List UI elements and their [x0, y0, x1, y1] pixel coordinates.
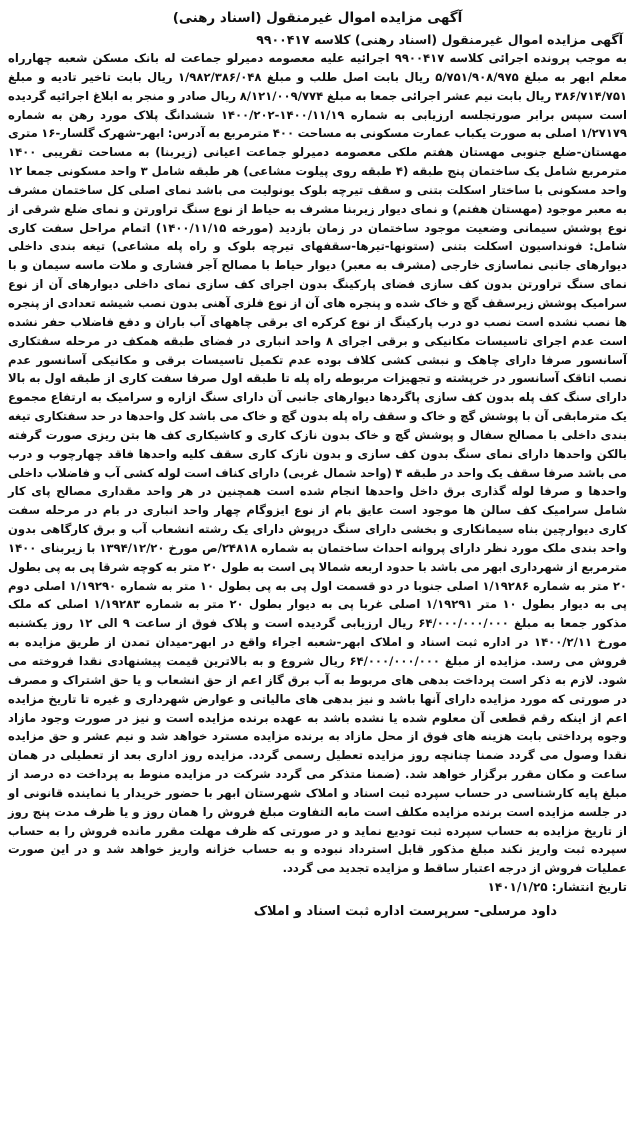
notice-title: آگهی مزایده اموال غیرمنقول (اسناد رهنی)	[172, 10, 463, 26]
signature: داود مرسلی- سرپرست اداره ثبت اسناد و املاک	[253, 904, 557, 920]
publish-date: تاریخ انتشار: ۱۴۰۱/۱/۲۵	[487, 880, 627, 895]
notice-subtitle: آگهی مزایده اموال غیرمنقول (اسناد رهنی) کلاسه ۹۹۰۰۴۱۷	[256, 32, 623, 47]
notice-body: به موجب پرونده اجرائی کلاسه ۹۹۰۰۴۱۷ اجرائیه علیه معصومه دمیرلو جماعت له بانک مسکن شعبه چهارراه معلم ابهر به مبلغ ۵/۷۵۱/۹۰۸/۹۷۵ ریال بابت اصل طلب و مبلغ ۱/۹۸۲/۳۸۶/۰۴۸ ریال بابت تاخیر تادیه و مبلغ ۳۸۶/۷۱۴/۷۵۱ ریال بابت نیم عشر اجرائی جمعا به مبلغ ۸/۱۲۱/۰۰۹/۷۷۴ ریال صادر و منجر به ابلاغ اجرائیه گردیده است سپس برابر صورتجلسه ارزیابی به شماره ۱۴۰۰/۱۱/۱۹-۱۴۰۰/۲۰۲ ششدانگ پلاک مورد رهن به شماره ۱/۲۷۱۷۹ اصلی به صورت یکباب عمارت مسکونی به مساحت ۴۰۰ مترمربع به آدرس: ابهر-شهرک گلسار-۱۶ متری مهستان-ضلع جنوبی مهستان هفتم ملکی معصومه دمیرلو جماعت اعیانی (زیربنا) به مساحت تقریبی ۱۴۰۰ مترمربع شامل یک ساختمان پنج طبقه (۴ طبقه روی پیلوت مشاعی) هر طبقه شامل ۳ واحد مسکونی جمعا ۱۲ واحد مسکونی با ساختار اسکلت بتنی و سقف تیرچه بلوک یونولیت می باشد نمای اصلی کل ساختمان مشرف به معبر موجود (مهستان هفتم) و نمای دیوار زیربنا مشرف به حیاط از نوع سنگ تراورتن و نمای ضلع شرقی از نوع پوشش سیمانی وضعیت موجود ساختمان در زمان بازدید (مورخه ۱۴۰۰/۱۱/۱۵) اتمام مراحل سفت کاری شامل: فونداسیون اسکلت بتنی (ستونها-تیرها-سقفهای تیرچه بلوک و راه پله مشاعی) تیغه بندی داخلی دیوارهای جانبی نماسازی خارجی (مشرف به معبر) دیوار حیاط با مصالح آجر فشاری و ملات ماسه سیمان و با نمای سنگ تراورتن بدون کف سازی فضای پارکینگ بدون اجرای کف سازی نمای داخلی دیوارهای آن از نوع سرامیک پوشش زیرسقف گچ و خاک شده و پنجره های آن از نوع فلزی آهنی بدون نصب شیشه تعدادی از پنجره ها نصب نشده است نصب دو درب پارکینگ از نوع کرکره ای برقی چاههای آب باران و دفع فاضلاب حفر نشده است عدم اجرای تاسیسات مکانیکی و برقی اجرای ۸ واحد انباری در فضای طبقه همکف در مرحله سفتکاری آسانسور صرفا دارای چاهک و نبشی کشی کلاف بوده عدم تکمیل تاسیسات برقی و مکانیکی آسانسور عدم نصب اتاقک آسانسور در خرپشته و تجهیزات مربوطه راه پله تا طبقه اول صرفا سفت کاری از طبقه اول به بالا دارای سنگ کف پله بدون کف سازی پاگردها دیوارهای جانبی آن دارای سنگ ازاره و سرامیک به ارتفاع مجموع یک مترمابقی آن با پوشش گچ و خاک و سقف راه پله بدون گچ و خاک می باشد کل واحدها در حد سفتکاری تیغه بندی داخلی با مصالح سفال و پوشش گچ و خاک بدون نازک کاری و کاشیکاری کف ها بتن ریزی صورت گرفته بالکن واحدها دارای نمای سنگ بدون کف سازی و بدون نازک کاری سقف کلیه واحدها فاقد چهارچوب و درب می باشد صرفا سقف یک واحد در طبقه ۴ (واحد شمال غربی) دارای کناف است لوله کشی آب و فاضلاب داخلی واحدها و صرفا لوله گذاری برق داخل واحدها انجام شده است همچنین در هر واحد مقداری مصالح پای کار شامل سرامیک کف سالن ها موجود است عایق بام از نوع ایزوگام چهار واحد انباری در بام در مرحله سفت کاری دیوارچین بناه سیمانکاری و بخشی دارای سنگ درپوش دارای یک رشته انشعاب آب و برق کارگاهی بدون واحد بندی ملک مورد نظر دارای پروانه احداث ساختمان به شماره ۲۴۸۱۸/ص مورخ ۱۳۹۴/۱۲/۲۰ با زیربنای ۱۴۰۰ مترمربع از شهرداری ابهر می باشد با حدود اربعه شمالا پی است به طول ۲۰ متر به کوچه شرقا پی به پی بطول ۲۰ متر به شماره ۱/۱۹۲۸۶ اصلی جنوبا در دو قسمت اول پی به پی بطول ۱۰ متر به شماره ۱/۱۹۲۹۰ اصلی دوم پی به دیوار بطول ۱۰ متر ۱/۱۹۲۹۱ اصلی غربا پی به دیوار بطول ۲۰ متر به شماره ۱/۱۹۲۸۳ اصلی که ملک مذکور جمعا به مبلغ ۶۴/۰۰۰/۰۰۰/۰۰۰ ریال ارزیابی گردیده است و پلاک فوق از ساعت ۹ الی ۱۲ روز یکشنبه مورخ ۱۴۰۰/۲/۱۱ در اداره ثبت اسناد و املاک ابهر-شعبه اجراء واقع در ابهر-میدان تمدن از طریق مزایده به فروش می رسد. مزایده از مبلغ ۶۴/۰۰۰/۰۰۰/۰۰۰ ریال شروع و به بالاترین قیمت پیشنهادی نقدا فروخته می شود. لازم به ذکر است پرداخت بدهی های مربوط به آب برق گاز اعم از حق انشعاب و یا حق اشتراک و مصرف در صورتی که مورد مزایده دارای آنها باشد و نیز بدهی های مالیاتی و عوارض شهرداری و غیره تا تاریخ مزایده اعم از اینکه رقم قطعی آن معلوم شده یا نشده باشد به عهده برنده مزایده است و نیز در صورت وجود مازاد وجوه پرداختی بابت هزینه های فوق از محل مازاد به برنده مزایده مسترد خواهد شد و نیم عشر و حق مزایده نقدا وصول می گردد ضمنا چنانچه روز مزایده تعطیل رسمی گردد. مزایده روز اداری بعد از تعطیلی در همان ساعت و مکان مقرر برگزار خواهد شد. (ضمنا متذکر می گردد شرکت در مزایده منوط به پرداخت ده درصد از مبلغ پایه کارشناسی در حساب سپرده ثبت اسناد و املاک شهرستان ابهر با حضور خریدار یا نماینده قانونی او در جلسه مزایده است برنده مزایده مکلف است مابه التفاوت مبلغ فروش را همان روز و یا ظرف مدت پنج روز از تاریخ مزایده به حساب سپرده ثبت تودیع نماید و در صورتی که ظرف مهلت مقرر مانده فروش را به حساب سپرده ثبت واریز نکند مبلغ مذکور قابل استرداد نبوده و به حساب خزانه واریز خواهد شد و در این صورت عملیات فروش از درجه اعتبار ساقط و مزایده تجدید می گردد.	[8, 51, 628, 876]
auction-notice	[8, 8, 627, 1119]
